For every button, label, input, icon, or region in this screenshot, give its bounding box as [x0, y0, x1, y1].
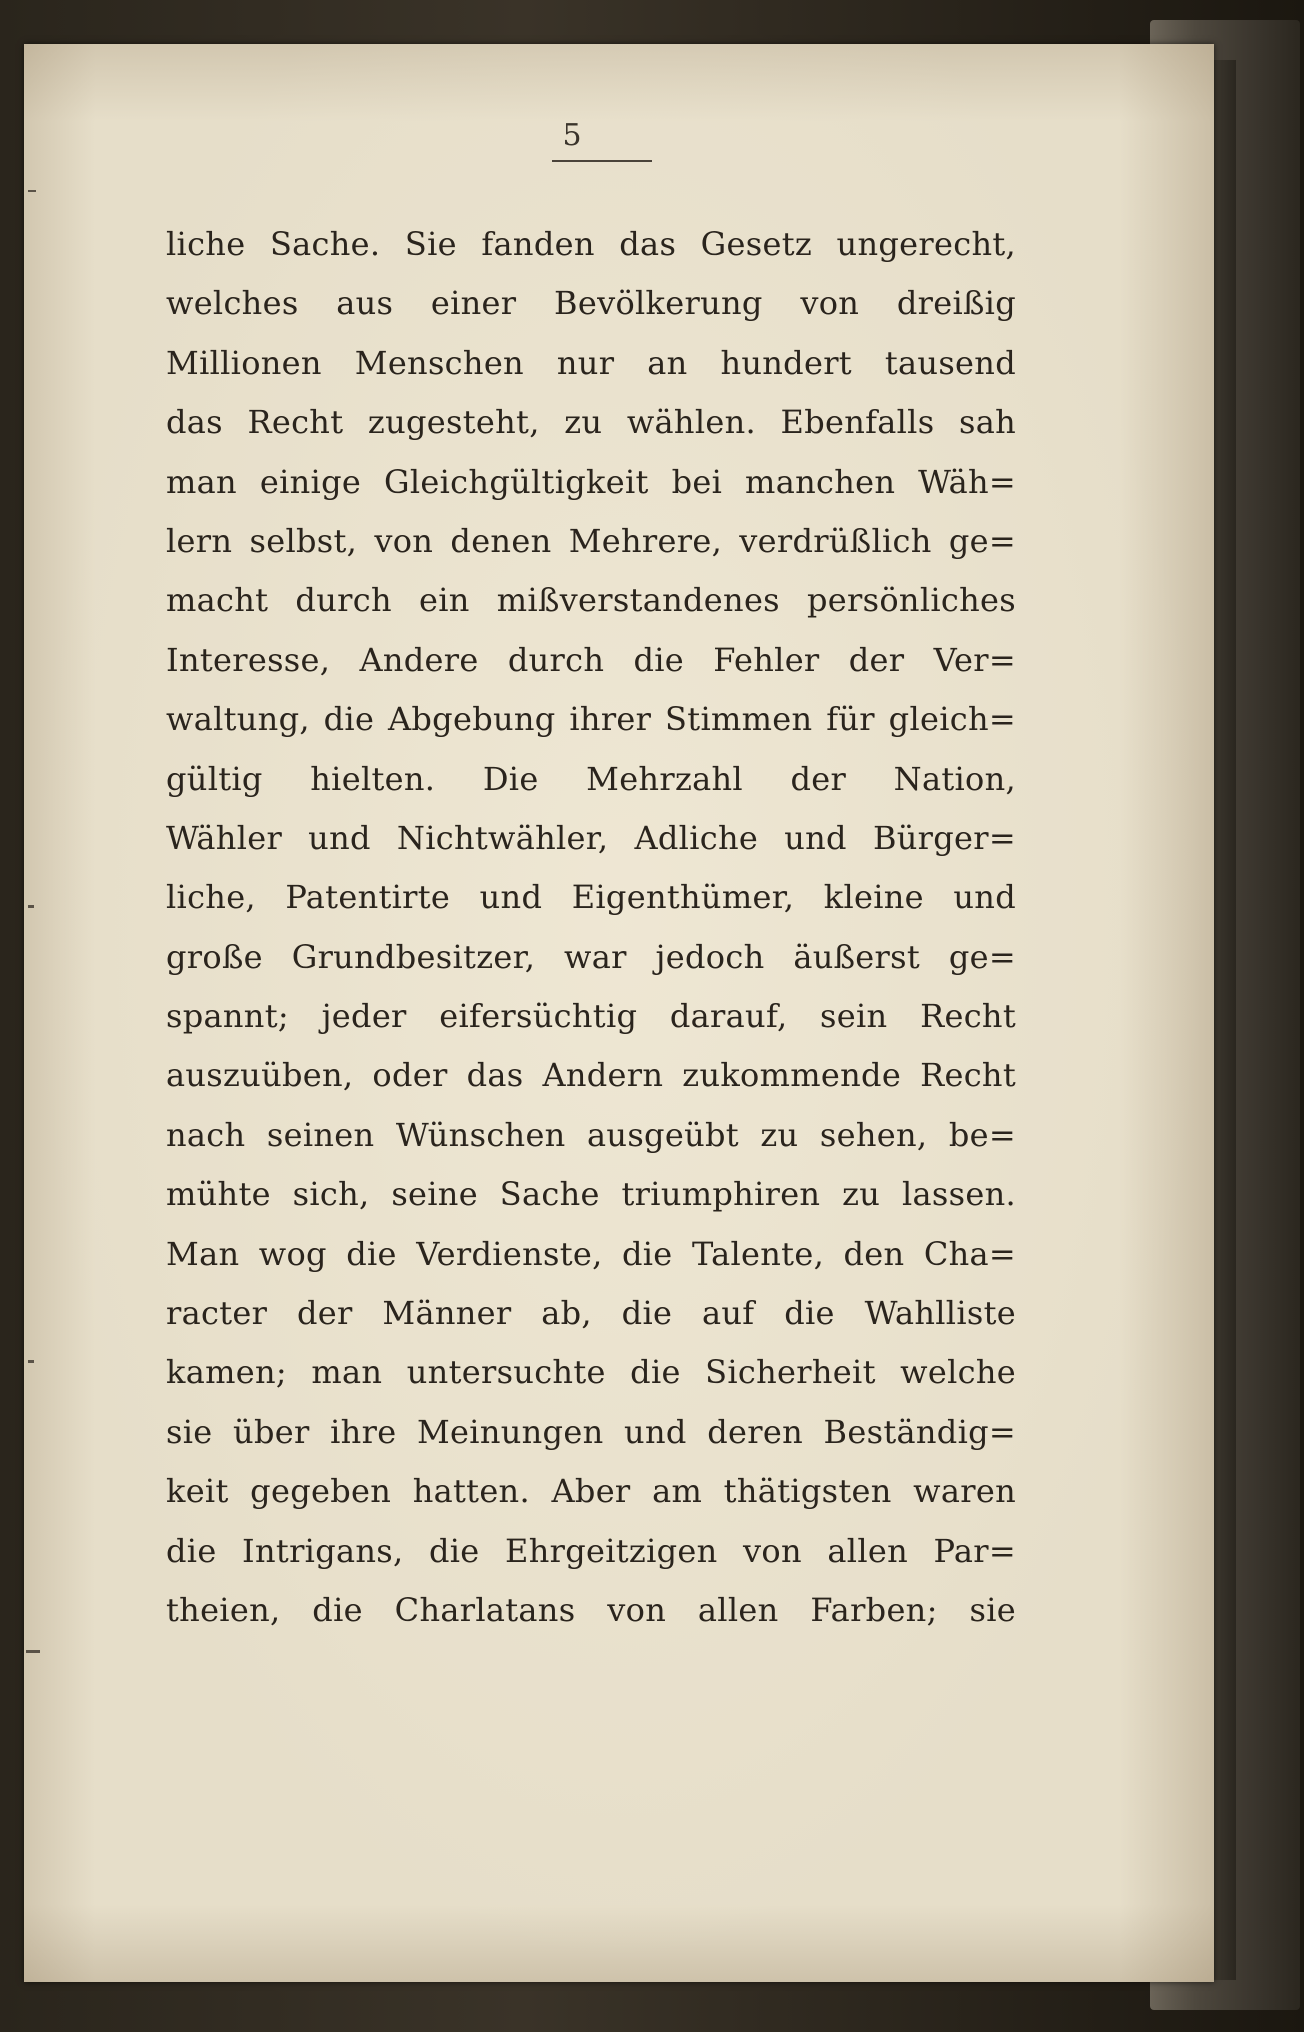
- page-number-rule: [552, 160, 652, 162]
- text-line: keit gegeben hatten. Aber am thätigsten waren: [166, 1472, 1016, 1511]
- body-text: [166, 215, 1016, 1640]
- text-line: auszuüben, oder das Andern zukommende Recht: [166, 1056, 1016, 1095]
- text-line: das Recht zugesteht, zu wählen. Ebenfalls sah: [166, 403, 1016, 442]
- text-line: liche Sache. Sie fanden das Gesetz ungerecht,: [166, 225, 1016, 263]
- text-line: gültig hielten. Die Mehrzahl der Nation,: [166, 759, 1016, 798]
- text-line: spannt; jeder eifersüchtig darauf, sein Recht: [166, 997, 1016, 1036]
- text-line: Interesse, Andere durch die Fehler der Ver=: [166, 640, 1016, 679]
- text-line: nach seinen Wünschen ausgeübt zu sehen, be=: [166, 1115, 1016, 1154]
- text-line: Millionen Menschen nur an hundert tausend: [166, 343, 1016, 382]
- text-line: große Grundbesitzer, war jedoch äußerst ge=: [166, 937, 1016, 976]
- text-line: theien, die Charlatans von allen Farben; sie: [166, 1590, 1016, 1629]
- text-line: die Intrigans, die Ehrgeitzigen von allen Par=: [166, 1531, 1016, 1570]
- page-number: 5: [562, 118, 582, 153]
- text-line: kamen; man untersuchte die Sicherheit welche: [166, 1353, 1016, 1392]
- text-line: welches aus einer Bevölkerung von dreißig: [166, 284, 1016, 323]
- margin-mark: [28, 905, 34, 908]
- text-line: waltung, die Abgebung ihrer Stimmen für gleich=: [166, 700, 1016, 739]
- text-line: lern selbst, von denen Mehrere, verdrüßlich ge=: [166, 521, 1016, 560]
- text-line: Man wog die Verdienste, die Talente, den Cha=: [166, 1234, 1016, 1273]
- margin-mark: [28, 1360, 34, 1363]
- text-line: racter der Männer ab, die auf die Wahlliste: [166, 1294, 1016, 1333]
- text-line: mühte sich, seine Sache triumphiren zu lassen.: [166, 1175, 1016, 1214]
- text-line: man einige Gleichgültigkeit bei manchen Wäh=: [166, 462, 1016, 501]
- margin-mark: [26, 1650, 40, 1653]
- text-line: macht durch ein mißverstandenes persönliches: [166, 581, 1016, 620]
- text-line: sie über ihre Meinungen und deren Beständig=: [166, 1412, 1016, 1451]
- margin-mark: [28, 190, 36, 192]
- text-line: Wähler und Nichtwähler, Adliche und Bürger=: [166, 818, 1016, 857]
- text-line: liche, Patentirte und Eigenthümer, kleine und: [166, 878, 1016, 917]
